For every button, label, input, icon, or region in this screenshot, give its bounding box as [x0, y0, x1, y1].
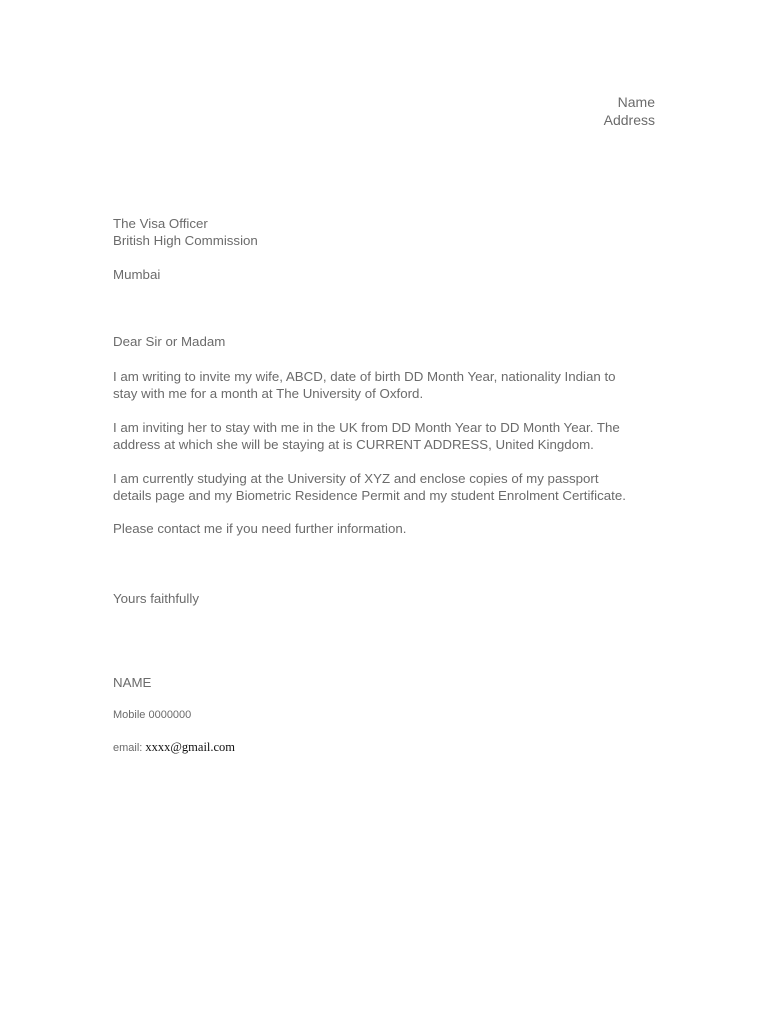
paragraph-line: Please contact me if you need further information. — [113, 521, 407, 536]
paragraph-line: I am currently studying at the University of XYZ and enclose copies of my passport — [113, 471, 599, 486]
closing: Yours faithfully — [113, 591, 199, 606]
paragraph-invitation — [113, 368, 673, 402]
paragraph-enclosures — [113, 470, 673, 504]
paragraph-line: address at which she will be staying at is CURRENT ADDRESS, United Kingdom. — [113, 437, 594, 452]
paragraph-stay-details — [113, 419, 673, 453]
email-label: email: — [113, 742, 143, 754]
sender-name: Name — [617, 94, 655, 110]
recipient-city: Mumbai — [113, 267, 161, 282]
signature-email — [113, 740, 235, 755]
email-address: xxxx@gmail.com — [145, 740, 236, 754]
paragraph-line: stay with me for a month at The University of Oxford. — [113, 386, 424, 401]
paragraph-line: I am inviting her to stay with me in the UK from DD Month Year to DD Month Year. The — [113, 420, 620, 435]
sender-block — [604, 93, 655, 129]
recipient-organization: British High Commission — [113, 233, 258, 248]
sender-address: Address — [603, 112, 655, 128]
salutation: Dear Sir or Madam — [113, 334, 226, 349]
recipient-block — [113, 215, 673, 283]
recipient-title: The Visa Officer — [113, 216, 208, 231]
signature-mobile: Mobile 0000000 — [113, 709, 192, 721]
paragraph-line: I am writing to invite my wife, ABCD, date of birth DD Month Year, nationality Indian to — [113, 369, 616, 384]
paragraph-contact — [113, 520, 673, 537]
signature-name: NAME — [113, 675, 152, 690]
paragraph-line: details page and my Biometric Residence Permit and my student Enrolment Certificate. — [113, 488, 626, 503]
